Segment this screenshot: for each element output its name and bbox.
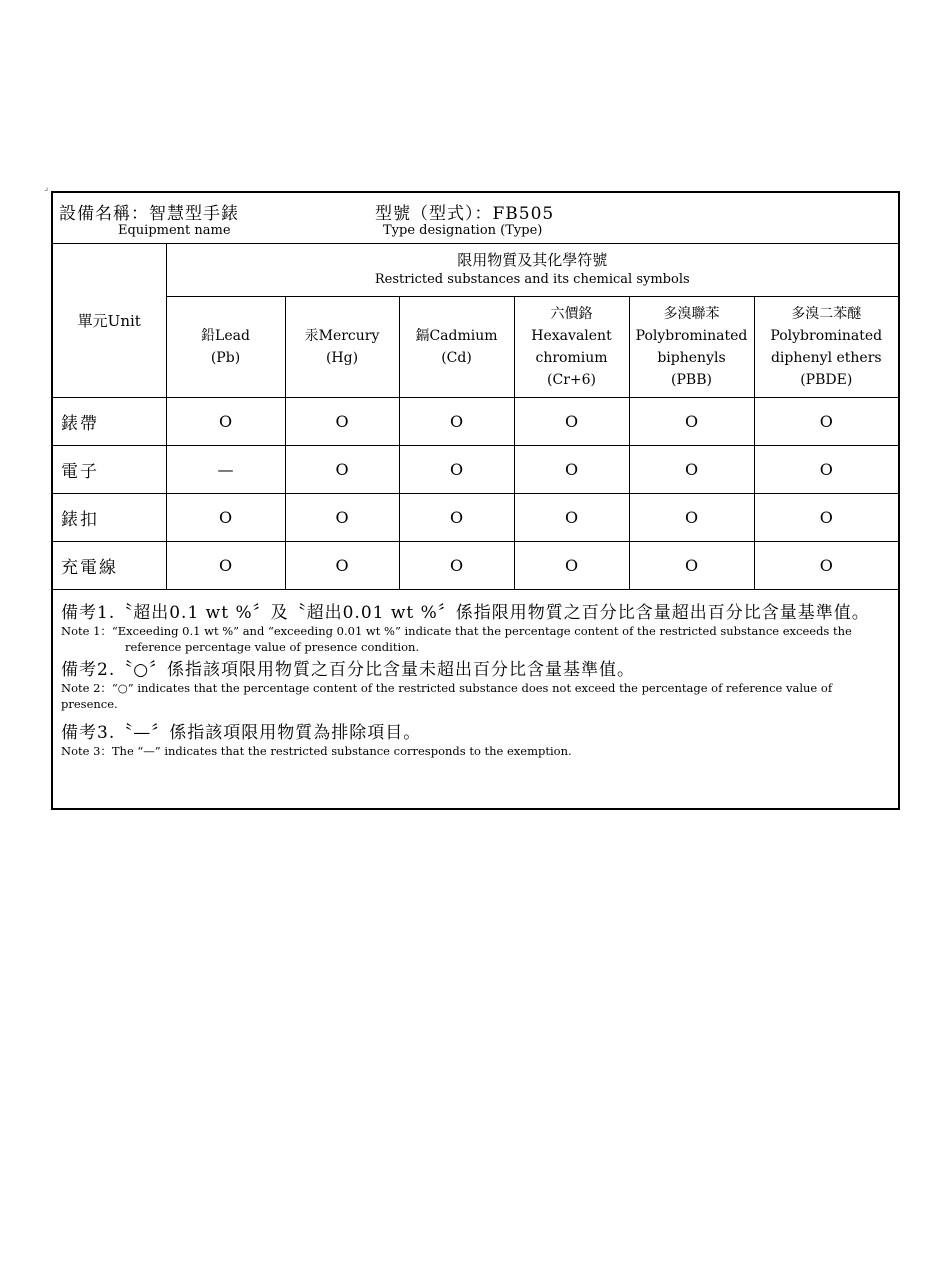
equipment-name-zh: 設備名稱：智慧型手錶 [59, 204, 239, 224]
row-unit-label: 電子 [52, 446, 166, 494]
note-1-en [61, 623, 890, 655]
notes-row [52, 590, 899, 810]
column-header-lead [166, 297, 285, 398]
table-cell: O [629, 494, 754, 542]
column-header-cadmium [399, 297, 514, 398]
column-symbol: (Cr+6) [547, 372, 596, 388]
table-row [52, 398, 899, 446]
column-name-zh: 多溴二苯醚 [791, 306, 862, 322]
table-cell: O [514, 494, 629, 542]
column-symbol: (Cd) [441, 350, 472, 366]
note-2-line-1: “○” indicates that the percentage content of the restricted substance does not exceed the percentage of reference value of presence. [61, 681, 833, 711]
restricted-title-zh: 限用物質及其化學符號 [457, 251, 608, 269]
type-designation-en: Type designation (Type) [383, 223, 543, 238]
column-symbol: (Pb) [210, 350, 241, 366]
table-cell: O [754, 398, 899, 446]
table-row [52, 542, 899, 590]
restricted-title-row [52, 244, 899, 297]
restricted-title-en: Restricted substances and its chemical symbols [374, 272, 690, 287]
table-cell: O [629, 446, 754, 494]
note-1-line-2: reference percentage value of presence condition. [125, 640, 420, 654]
column-name: 鉛Lead [201, 328, 250, 344]
equipment-name-en: Equipment name [118, 223, 231, 238]
column-symbol: (Hg) [325, 350, 359, 366]
restricted-substances-title [166, 244, 899, 297]
note-3-zh: 備考3.〝—〞係指該項限用物質為排除項目。 [61, 723, 422, 743]
table-cell: O [514, 446, 629, 494]
table-cell: O [754, 446, 899, 494]
table-cell: O [399, 398, 514, 446]
column-header-pbde [754, 297, 899, 398]
column-name: Hexavalent chromium [531, 328, 612, 366]
header-row [52, 192, 899, 244]
note-3-line-1: The “—” indicates that the restricted substance corresponds to the exemption. [111, 744, 572, 758]
table-cell: — [166, 446, 285, 494]
paragraph-corner-mark: ⌟ [44, 183, 49, 193]
column-name: 鎘Cadmium [415, 328, 498, 344]
table-cell: O [754, 542, 899, 590]
table-cell: O [399, 542, 514, 590]
rohs-declaration-table [51, 191, 900, 810]
column-header-mercury [285, 297, 399, 398]
notes-cell [52, 590, 899, 810]
note-1-line-1: “Exceeding 0.1 wt %” and “exceeding 0.01 wt %” indicate that the percentage content of the restricted substance exceeds the [111, 624, 852, 638]
table-cell: O [399, 494, 514, 542]
unit-label: 單元Unit [77, 312, 141, 330]
column-name-zh: 六價鉻 [550, 306, 593, 322]
table-cell: O [514, 398, 629, 446]
table-row [52, 494, 899, 542]
column-name: 汞Mercury [304, 328, 380, 344]
table-row [52, 446, 899, 494]
table-cell: O [285, 542, 399, 590]
column-name-zh: 多溴聯苯 [663, 306, 720, 322]
table-cell: O [399, 446, 514, 494]
table-cell: O [754, 494, 899, 542]
type-designation-zh: 型號（型式）：FB505 [375, 204, 555, 224]
table-cell: O [166, 398, 285, 446]
table-cell: O [285, 446, 399, 494]
note-1-label: Note 1： [61, 624, 112, 638]
note-1-zh: 備考1.〝超出0.1 wt %〞及〝超出0.01 wt %〞係指限用物質之百分比含量超出百分比含量基準值。 [61, 603, 870, 623]
table-cell: O [629, 398, 754, 446]
row-unit-label: 錶扣 [52, 494, 166, 542]
table-cell: O [514, 542, 629, 590]
note-3-label: Note 3： [61, 744, 112, 758]
column-header-pbb [629, 297, 754, 398]
column-header-hexavalent-chromium [514, 297, 629, 398]
note-2-zh: 備考2.〝○〞係指該項限用物質之百分比含量未超出百分比含量基準值。 [61, 660, 636, 680]
table-cell: O [629, 542, 754, 590]
column-symbol: (PBDE) [800, 372, 853, 388]
equipment-header-cell [52, 192, 899, 244]
unit-header-cell [52, 244, 166, 398]
column-name: Polybrominated biphenyls [635, 328, 748, 366]
row-unit-label: 充電線 [52, 542, 166, 590]
note-3-en [61, 743, 890, 759]
table-cell: O [166, 542, 285, 590]
table-cell: O [285, 494, 399, 542]
note-2-label: Note 2： [61, 681, 112, 695]
column-name: Polybrominated diphenyl ethers [770, 328, 883, 366]
note-2-en [61, 680, 890, 712]
column-symbol: (PBB) [671, 372, 712, 388]
substance-header-row [52, 297, 899, 398]
row-unit-label: 錶帶 [52, 398, 166, 446]
table-cell: O [285, 398, 399, 446]
table-cell: O [166, 494, 285, 542]
